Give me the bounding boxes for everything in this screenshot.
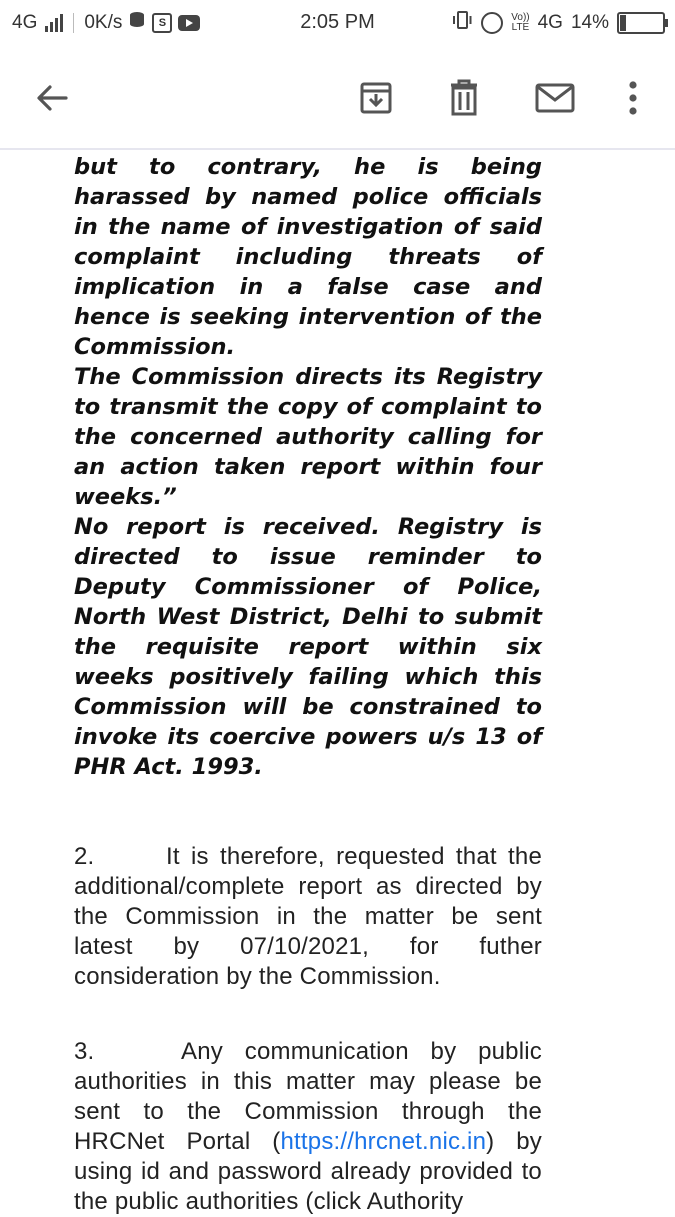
attachment-viewer[interactable] (0, 150, 675, 1215)
quoted-paragraph-2: The Commission directs its Registry to transmit the copy of complaint to the concerned authority calling for an action taken report within four weeks.” (74, 364, 542, 510)
paragraph-3-number: 3. (74, 1038, 95, 1065)
delete-icon (446, 79, 482, 117)
network-right: 4G (537, 12, 563, 33)
more-vert-icon (627, 80, 639, 116)
archive-icon (358, 80, 394, 116)
alarm-icon (481, 12, 503, 34)
vibrate-icon (451, 10, 473, 36)
paragraph-3-text-before: Any communication by public authorities in this matter may please be sent to the Commission through the HRCNet Portal ( (74, 1038, 542, 1155)
paragraph-2-text: It is therefore, requested that the additional/complete report as directed by the Commission in the matter be sent latest by 07/10/2021, for futher consideration by the Commission. (74, 843, 542, 990)
s-icon: S (152, 13, 172, 33)
status-time: 2:05 PM (300, 11, 375, 33)
status-right (451, 10, 665, 36)
battery-icon (617, 12, 665, 34)
archive-button[interactable] (352, 74, 400, 122)
quoted-paragraph-1: but to contrary, he is being harassed by named police officials in the name of investigation of said complaint including threats of implication in a false case and hence is seeking intervention of the Commission. (74, 154, 542, 360)
status-bar (0, 0, 675, 48)
paragraph-3 (74, 1037, 542, 1217)
quoted-paragraph-3: No report is received. Registry is directed to issue reminder to Deputy Commissioner of Police, North West District, Delhi to submit the requisite report within six weeks positively failing which this Commission will be constrained to invoke its coercive powers u/s 13 of PHR Act. 1993. (74, 514, 542, 780)
data-speed: 0K/s (84, 12, 123, 33)
mark-unread-button[interactable] (531, 74, 579, 122)
paragraph-2 (74, 842, 542, 992)
volte-icon: Vo)) LTE (511, 12, 530, 33)
mail-icon (535, 82, 575, 114)
back-arrow-icon (34, 80, 70, 116)
more-options-button[interactable] (609, 74, 657, 122)
battery-percent: 14% (570, 12, 609, 33)
battery-fill (620, 15, 626, 31)
back-button[interactable] (28, 74, 76, 122)
hrcnet-link[interactable]: https://hrcnet.nic.in (280, 1128, 487, 1155)
paragraph-3-text-after: ) by using id and password already provided to the public authorities (click Authority (74, 1128, 542, 1215)
network-type: 4G (12, 12, 38, 33)
email-toolbar (0, 48, 675, 150)
delete-button[interactable] (440, 74, 488, 122)
paragraph-2-number: 2. (74, 843, 95, 870)
